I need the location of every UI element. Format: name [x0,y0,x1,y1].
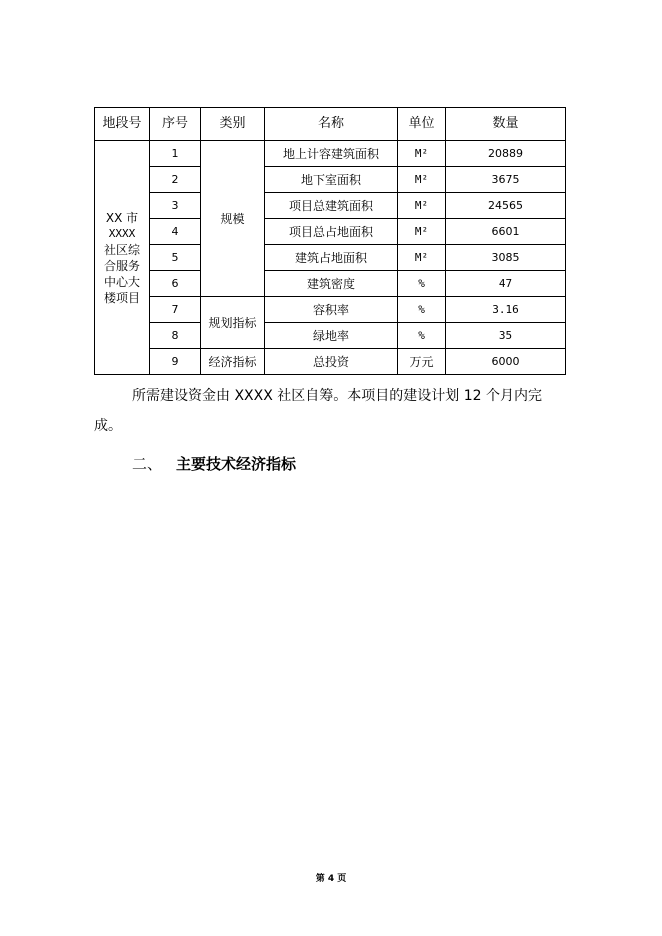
row-name: 容积率 [265,297,398,323]
row-number: 3 [150,193,201,219]
row-quantity: 6000 [446,349,566,375]
segment-line: 社区综 [103,242,140,257]
segment-line: 楼项目 [103,290,140,305]
row-quantity: 20889 [446,141,566,167]
row-unit: M² [398,245,446,271]
row-number: 8 [150,323,201,349]
row-name: 地下室面积 [265,167,398,193]
category-cell-planning: 规划指标 [201,297,265,349]
row-quantity: 47 [446,271,566,297]
table-row [95,349,566,375]
row-name: 地上计容建筑面积 [265,141,398,167]
table-header-row [95,108,566,141]
indicator-table [94,107,566,375]
row-number: 6 [150,271,201,297]
page-number: 第 4 页 [315,874,347,884]
segment-line: XXXX [108,226,136,240]
row-number: 4 [150,219,201,245]
row-unit: M² [398,193,446,219]
row-quantity: 3675 [446,167,566,193]
header-name: 名称 [265,108,398,141]
row-quantity: 6601 [446,219,566,245]
row-number: 7 [150,297,201,323]
segment-line: 中心大 [103,274,140,289]
row-name: 项目总占地面积 [265,219,398,245]
table-row [95,141,566,167]
table-row [95,271,566,297]
header-unit: 单位 [398,108,446,141]
row-number: 1 [150,141,201,167]
row-name: 绿地率 [265,323,398,349]
funding-paragraph: 所需建设资金由 XXXX 社区自筹。本项目的建设计划 12 个月内完成。 [94,388,542,434]
row-name: 总投资 [265,349,398,375]
row-quantity: 35 [446,323,566,349]
row-unit: M² [398,219,446,245]
category-cell-economic: 经济指标 [201,349,265,375]
row-number: 9 [150,349,201,375]
segment-line: XX 市 [105,210,139,225]
row-quantity: 3.16 [446,297,566,323]
header-quantity: 数量 [446,108,566,141]
row-quantity: 24565 [446,193,566,219]
row-number: 2 [150,167,201,193]
row-name: 项目总建筑面积 [265,193,398,219]
row-quantity: 3085 [446,245,566,271]
table-row [95,297,566,323]
table-row [95,219,566,245]
table-row [95,245,566,271]
segment-line: 合服务 [103,258,140,273]
category-cell-scale: 规模 [201,141,265,297]
row-unit: M² [398,167,446,193]
row-unit: % [398,297,446,323]
header-category: 类别 [201,108,265,141]
row-number: 5 [150,245,201,271]
row-unit: % [398,323,446,349]
header-no: 序号 [150,108,201,141]
segment-cell [95,141,150,375]
table-row [95,167,566,193]
row-unit: M² [398,141,446,167]
table-row [95,193,566,219]
table-row [95,323,566,349]
section-title: 主要技术经济指标 [176,455,297,473]
row-name: 建筑占地面积 [265,245,398,271]
section-heading [132,452,296,476]
row-name: 建筑密度 [265,271,398,297]
header-segment: 地段号 [95,108,150,141]
row-unit: % [398,271,446,297]
section-number: 二、 [132,455,163,473]
row-unit: 万元 [398,349,446,375]
